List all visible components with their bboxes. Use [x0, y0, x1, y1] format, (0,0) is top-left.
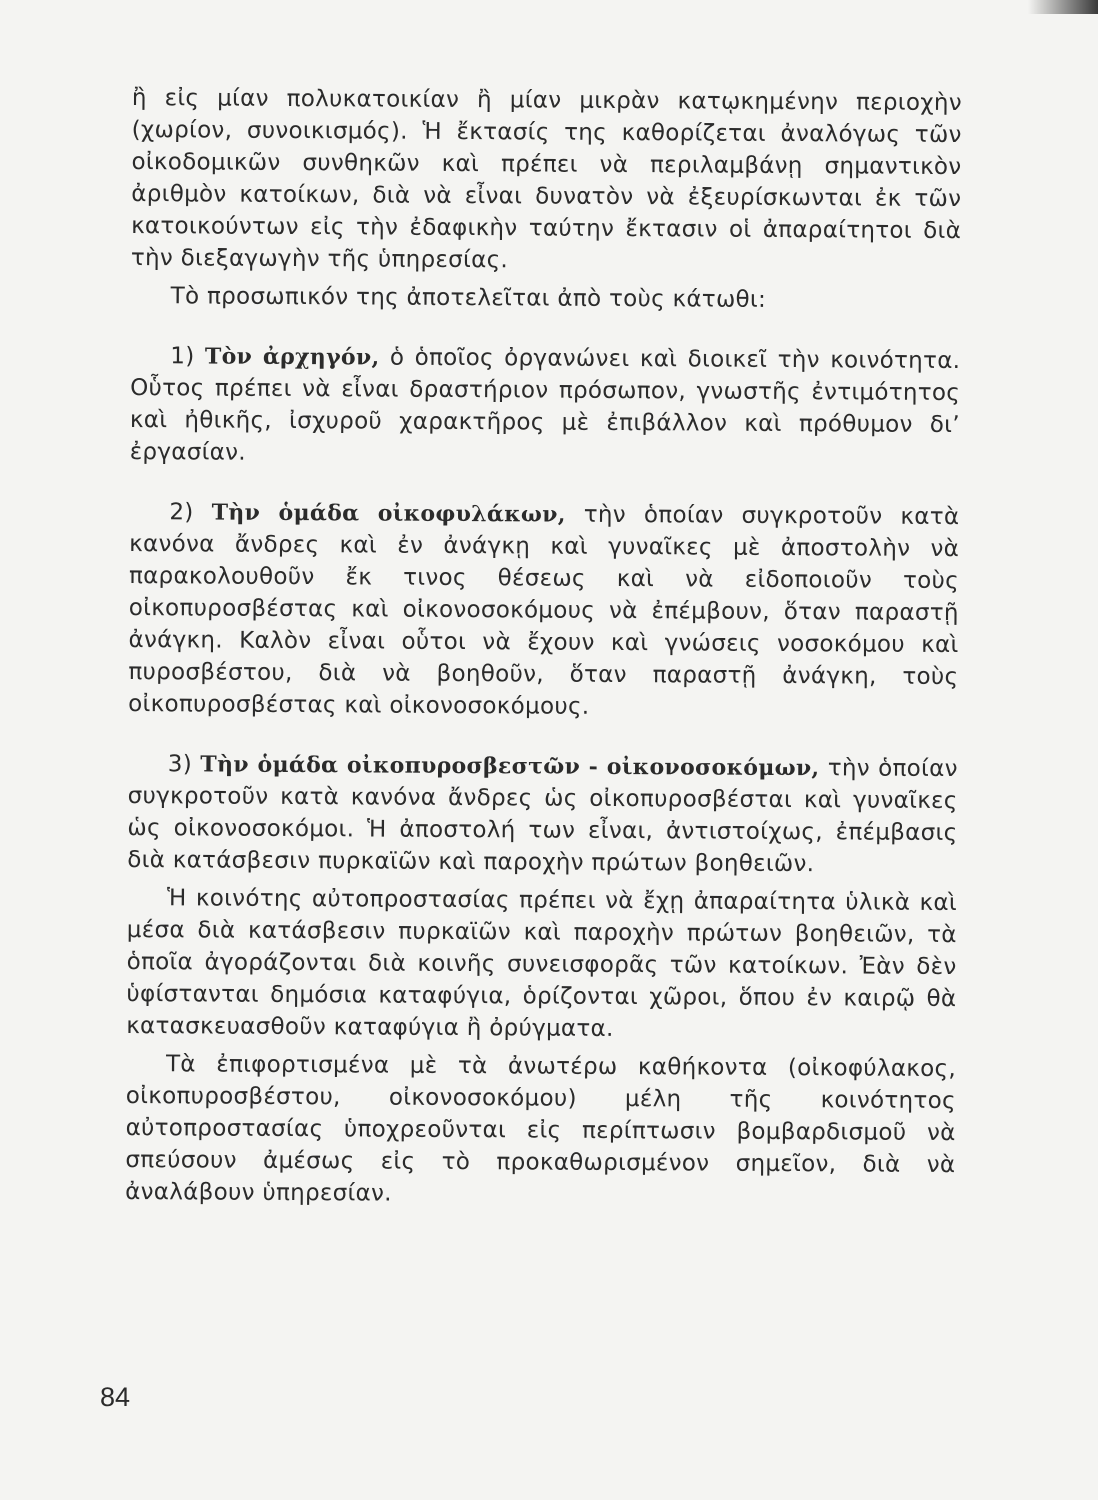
page-number: 84	[100, 1382, 131, 1412]
item-number: 3)	[167, 751, 193, 778]
paragraph-intro: ἢ εἰς μίαν πολυκατοικίαν ἢ μίαν μικρὰν κατῳκημένην περιοχὴν (χωρίον, συνοικισμός). Ἡ ἔκτασίς της καθορίζεται ἀναλόγως τῶν οἰκοδομικῶν συνθηκῶν καὶ πρέπει νὰ περιλαμβάνῃ σημαντικὸν ἀριθμὸν κατοίκων, διὰ νὰ εἶναι δυνατὸν νὰ ἐξευρίσκωνται ἐκ τῶν κατοικούντων εἰς τὴν ἐδαφικὴν ταύτην ἔκτασιν οἱ ἀπαραίτητοι διὰ τὴν διεξαγωγὴν τῆς ὑπηρεσίας.	[130, 84, 962, 274]
list-item-watchmen	[128, 496, 959, 725]
item-text: τὴν ὁποίαν συγκροτοῦν κατὰ κανόνα ἄνδρες καὶ ἐν ἀνάγκῃ καὶ γυναῖκες μὲ ἀποστολὴν νὰ παρακολουθοῦν ἔκ τινος θέσεως καὶ νὰ εἰδοποιοῦν τοὺς οἰκοπυροσβέστας καὶ οἰκονοσοκόμους νὰ ἐπέμβουν, ὅταν παραστῇ ἀνάγκη. Καλὸν εἶναι οὗτοι νὰ ἔχουν καὶ γνώσεις νοσοκόμου καὶ πυροσβέστου, διὰ νὰ βοηθοῦν, ὅταν παραστῇ ἀνάγκη, τοὺς οἰκοπυροσβέστας καὶ οἰκονοσοκόμους.	[128, 501, 960, 720]
page-body	[125, 82, 962, 1213]
item-heading: Τὴν ὁμάδα οἰκοπυροσβεστῶν - οἰκονοσοκόμων,	[200, 751, 820, 782]
item-text: τὴν ὁποίαν συγκροτοῦν κατὰ κανόνα ἄνδρες ὡς οἰκοπυροσβέσται καὶ γυναῖκες ὡς οἰκονοσοκόμοι. Ἡ ἀποστολή των εἶναι, ἀντιστοίχως, ἐπέμβασις διὰ κατάσβεσιν πυρκαϊῶν καὶ παροχὴν πρώτων βοηθειῶν.	[127, 755, 958, 878]
paragraph-staff-intro: Τὸ προσωπικόν της ἀποτελεῖται ἀπὸ τοὺς κάτωθι:	[170, 283, 767, 313]
item-text: ὁ ὁποῖος ὀργανώνει καὶ διοικεῖ τὴν κοινότητα. Οὗτος πρέπει νὰ εἶναι δραστήριον πρόσωπον, γνωστῆς ἐντιμότητος καὶ ἠθικῆς, ἰσχυροῦ χαρακτῆρος μὲ ἐπιβάλλον καὶ πρόθυμον δι’ ἐργασίαν.	[129, 344, 961, 466]
list-item-firefighters-nurses	[127, 748, 958, 881]
paragraph-equipment: Ἡ κοινότης αὐτοπροστασίας πρέπει νὰ ἔχῃ ἀπαραίτητα ὑλικὰ καὶ μέσα διὰ κατάσβεσιν πυρκαϊῶν καὶ παροχὴν πρώτων βοηθειῶν, τὰ ὁποῖα ἀγοράζονται διὰ κοινῆς συνεισφορᾶς τῶν κατοίκων. Ἐὰν δὲν ὑφίστανται δημόσια καταφύγια, ὁρίζονται χῶροι, ὅπου ἐν καιρῷ θὰ κατασκευασθοῦν καταφύγια ἢ ὀρύγματα.	[126, 885, 958, 1042]
item-number: 2)	[169, 499, 194, 526]
item-heading: Τὴν ὁμάδα οἰκοφυλάκων,	[211, 499, 566, 528]
page-edge-shadow	[1028, 0, 1098, 14]
list-item-leader	[130, 340, 961, 473]
paragraph-duties: Τὰ ἐπιφορτισμένα μὲ τὰ ἀνωτέρω καθήκοντα (οἰκοφύλακος, οἰκοπυροσβέστου, οἰκονοσοκόμου) μέλη τῆς κοινότητος αὐτοπροστασίας ὑποχρεοῦνται εἰς περίπτωσιν βομβαρδισμοῦ νὰ σπεύσουν ἀμέσως εἰς τὸ προκαθωρισμένον σημεῖον, διὰ νὰ ἀναλάβουν ὑπηρεσίαν.	[125, 1051, 957, 1207]
item-number: 1)	[170, 343, 195, 370]
item-heading: Τὸν ἀρχηγόν,	[204, 343, 380, 371]
